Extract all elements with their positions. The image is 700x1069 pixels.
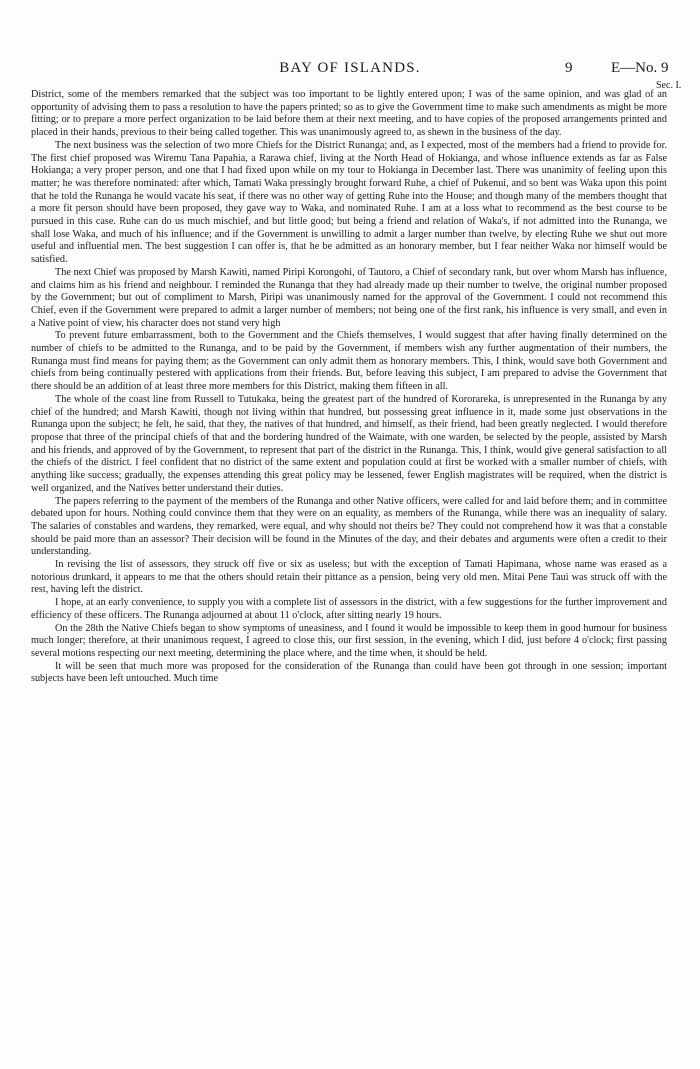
body-text: [31, 89, 667, 686]
paragraph: The next Chief was proposed by Marsh Kawiti, named Piripi Korongohi, of Tautoro, a Chief of secondary rank, but over whom Marsh has influence, and claims him as his friend and neighbour. I reminded the Runanga that they had already made up their number to twelve, the original number proposed by the Government; but out of compliment to Marsh, Piripi was unanimously named for the approval of the Government. I could not recommend this Chief, even if the Government were prepared to admit a larger number of members; not being one of the first rank, his influence is very small, and even in a Native point of view, his character does not stand very high: [31, 266, 667, 329]
paragraph: I hope, at an early convenience, to supply you with a complete list of assessors in the district, with a few suggestions for the further improvement and efficiency of these officers. The Runanga adjourned at about 11 o'clock, after sitting nearly 19 hours.: [31, 597, 667, 621]
paragraph: District, some of the members remarked that the subject was too important to be lightly entered upon; I was of the same opinion, and was glad of an opportunity of advising them to pass a resolution to have the papers printed; so as to give the Government time to make such amendments as might be more fitting; or to prepare a more perfect organization to be laid before them at their next meeting, and to have copies of the proposed arrangements printed and placed in their hands, previous to their being called together. This was unanimously agreed to, as shewn in the business of the day.: [31, 89, 667, 139]
paragraph: The papers referring to the payment of the members of the Runanga and other Native officers, were called for and laid before them; and in committee debated upon for hours. Nothing could convince them that they were on an equality, as members of the Runanga, while there was an inequality of salary. The salaries of constables and wardens, they remarked, were equal, and why should not theirs be? They could not comprehend how it was that a constable should be paid more than an assessor? Their decision will be found in the Minutes of the day, and their debates and arguments were often a credit to their understanding.: [31, 495, 667, 558]
document-reference: E—No. 9: [611, 60, 669, 76]
paragraph: To prevent future embarrassment, both to the Government and the Chiefs themselves, I would suggest that after having finally determined on the number of chiefs to be admitted to the Runanga, and to be paid by the Government, if members wish any further augmentation of their numbers, the Runanga must find means for paying them; as the Government can only admit them as honorary members. This, I think, would save both Government and chiefs from being continually pestered with applications from their friends. But, before leaving this subject, I am prepared to advise the Government that there should be an addition of at least three more members for this District, making them fifteen in all.: [31, 330, 667, 393]
paragraph: The whole of the coast line from Russell to Tutukaka, being the greatest part of the hundred of Kororareka, is unrepresented in the Runanga by any chief of the hundred; and Marsh Kawiti, though not living within that hundred, but possessing great influence in it, made some just observations in the Runanga upon the subject; he felt, he said, that they, the natives of that hundred, and himself, as their friend, had been greatly neglected. I would therefore propose that three of the principal chiefs of that and the bordering hundred of the Waimate, with one warden, be selected by the people, assisted by Marsh and his friends, and approved of by the Government, to represent that part of the district in the Runanga. This, I think, would give general satisfaction to all the chiefs of the district. I feel confident that no district of the same extent and population could at first be worked with a smaller number of chiefs, with anything like success; gradually, the expenses attending this great policy may be lessened, fewer English magistrates will be required, when the district is well organized, and the Natives better understand their duties.: [31, 393, 667, 494]
running-head: [0, 60, 700, 91]
paragraph: It will be seen that much more was proposed for the consideration of the Runanga than could have been got through in one session; important subjects have been left untouched. Much time: [31, 660, 667, 685]
section-label: Sec. I.: [656, 80, 682, 91]
paragraph: On the 28th the Native Chiefs began to show symptoms of uneasiness, and I found it would be impossible to keep them in good humour for business much longer; therefore, at their unanimous request, I agreed to close this, our first session, in the evening, which I did, just before 4 o'clock; first passing several motions respecting our next meeting, determining the place where, and the time when, it should be held.: [31, 622, 667, 659]
paragraph: The next business was the selection of two more Chiefs for the District Runanga; and, as I expected, most of the members had a friend to provide for. The first chief proposed was Wiremu Tana Papahia, a Rarawa chief, living at the North Head of Hokianga, and whose influence extends as far as False Hokianga; a very proper person, and one that I had fixed upon while on my tour to Hokianga in December last. There was unanimity of feeling upon this matter; he was therefore nominated: after which, Tamati Waka pressingly brought forward Ruhe, a chief of Pukenui, and so bent was Waka upon this point that he told the Runanga he would vacate his seat, if there was no other way of getting Ruhe into the House; and though many of the members thought that a more fit person should have been proposed, they gave way to Waka, and nominated Ruhe. I am at a loss what to recommend as the best course to be pursued in this case. Ruhe can do us much mischief, and but little good; but being a friend and relation of Waka's, if not admitted into the Runanga, we shall lose Waka, and much of his influence; and if the Government is unwilling to admit a larger number than twelve, by electing Ruhe we shut out more useful and influential men. The best suggestion I can offer is, that he be admitted as an honorary member, but I fear neither Waka nor himself would be satisfied.: [31, 139, 667, 266]
page-title: BAY OF ISLANDS.: [279, 60, 421, 76]
page-number: 9: [565, 60, 573, 76]
paragraph: In revising the list of assessors, they struck off five or six as useless; but with the exception of Tamati Hapimana, whose name was erased as a notorious drunkard, it appears to me that the others should retain their pittance as a pension, being very old men. Mitai Pene Taui was struck off with the rest, having left the district.: [31, 559, 667, 596]
